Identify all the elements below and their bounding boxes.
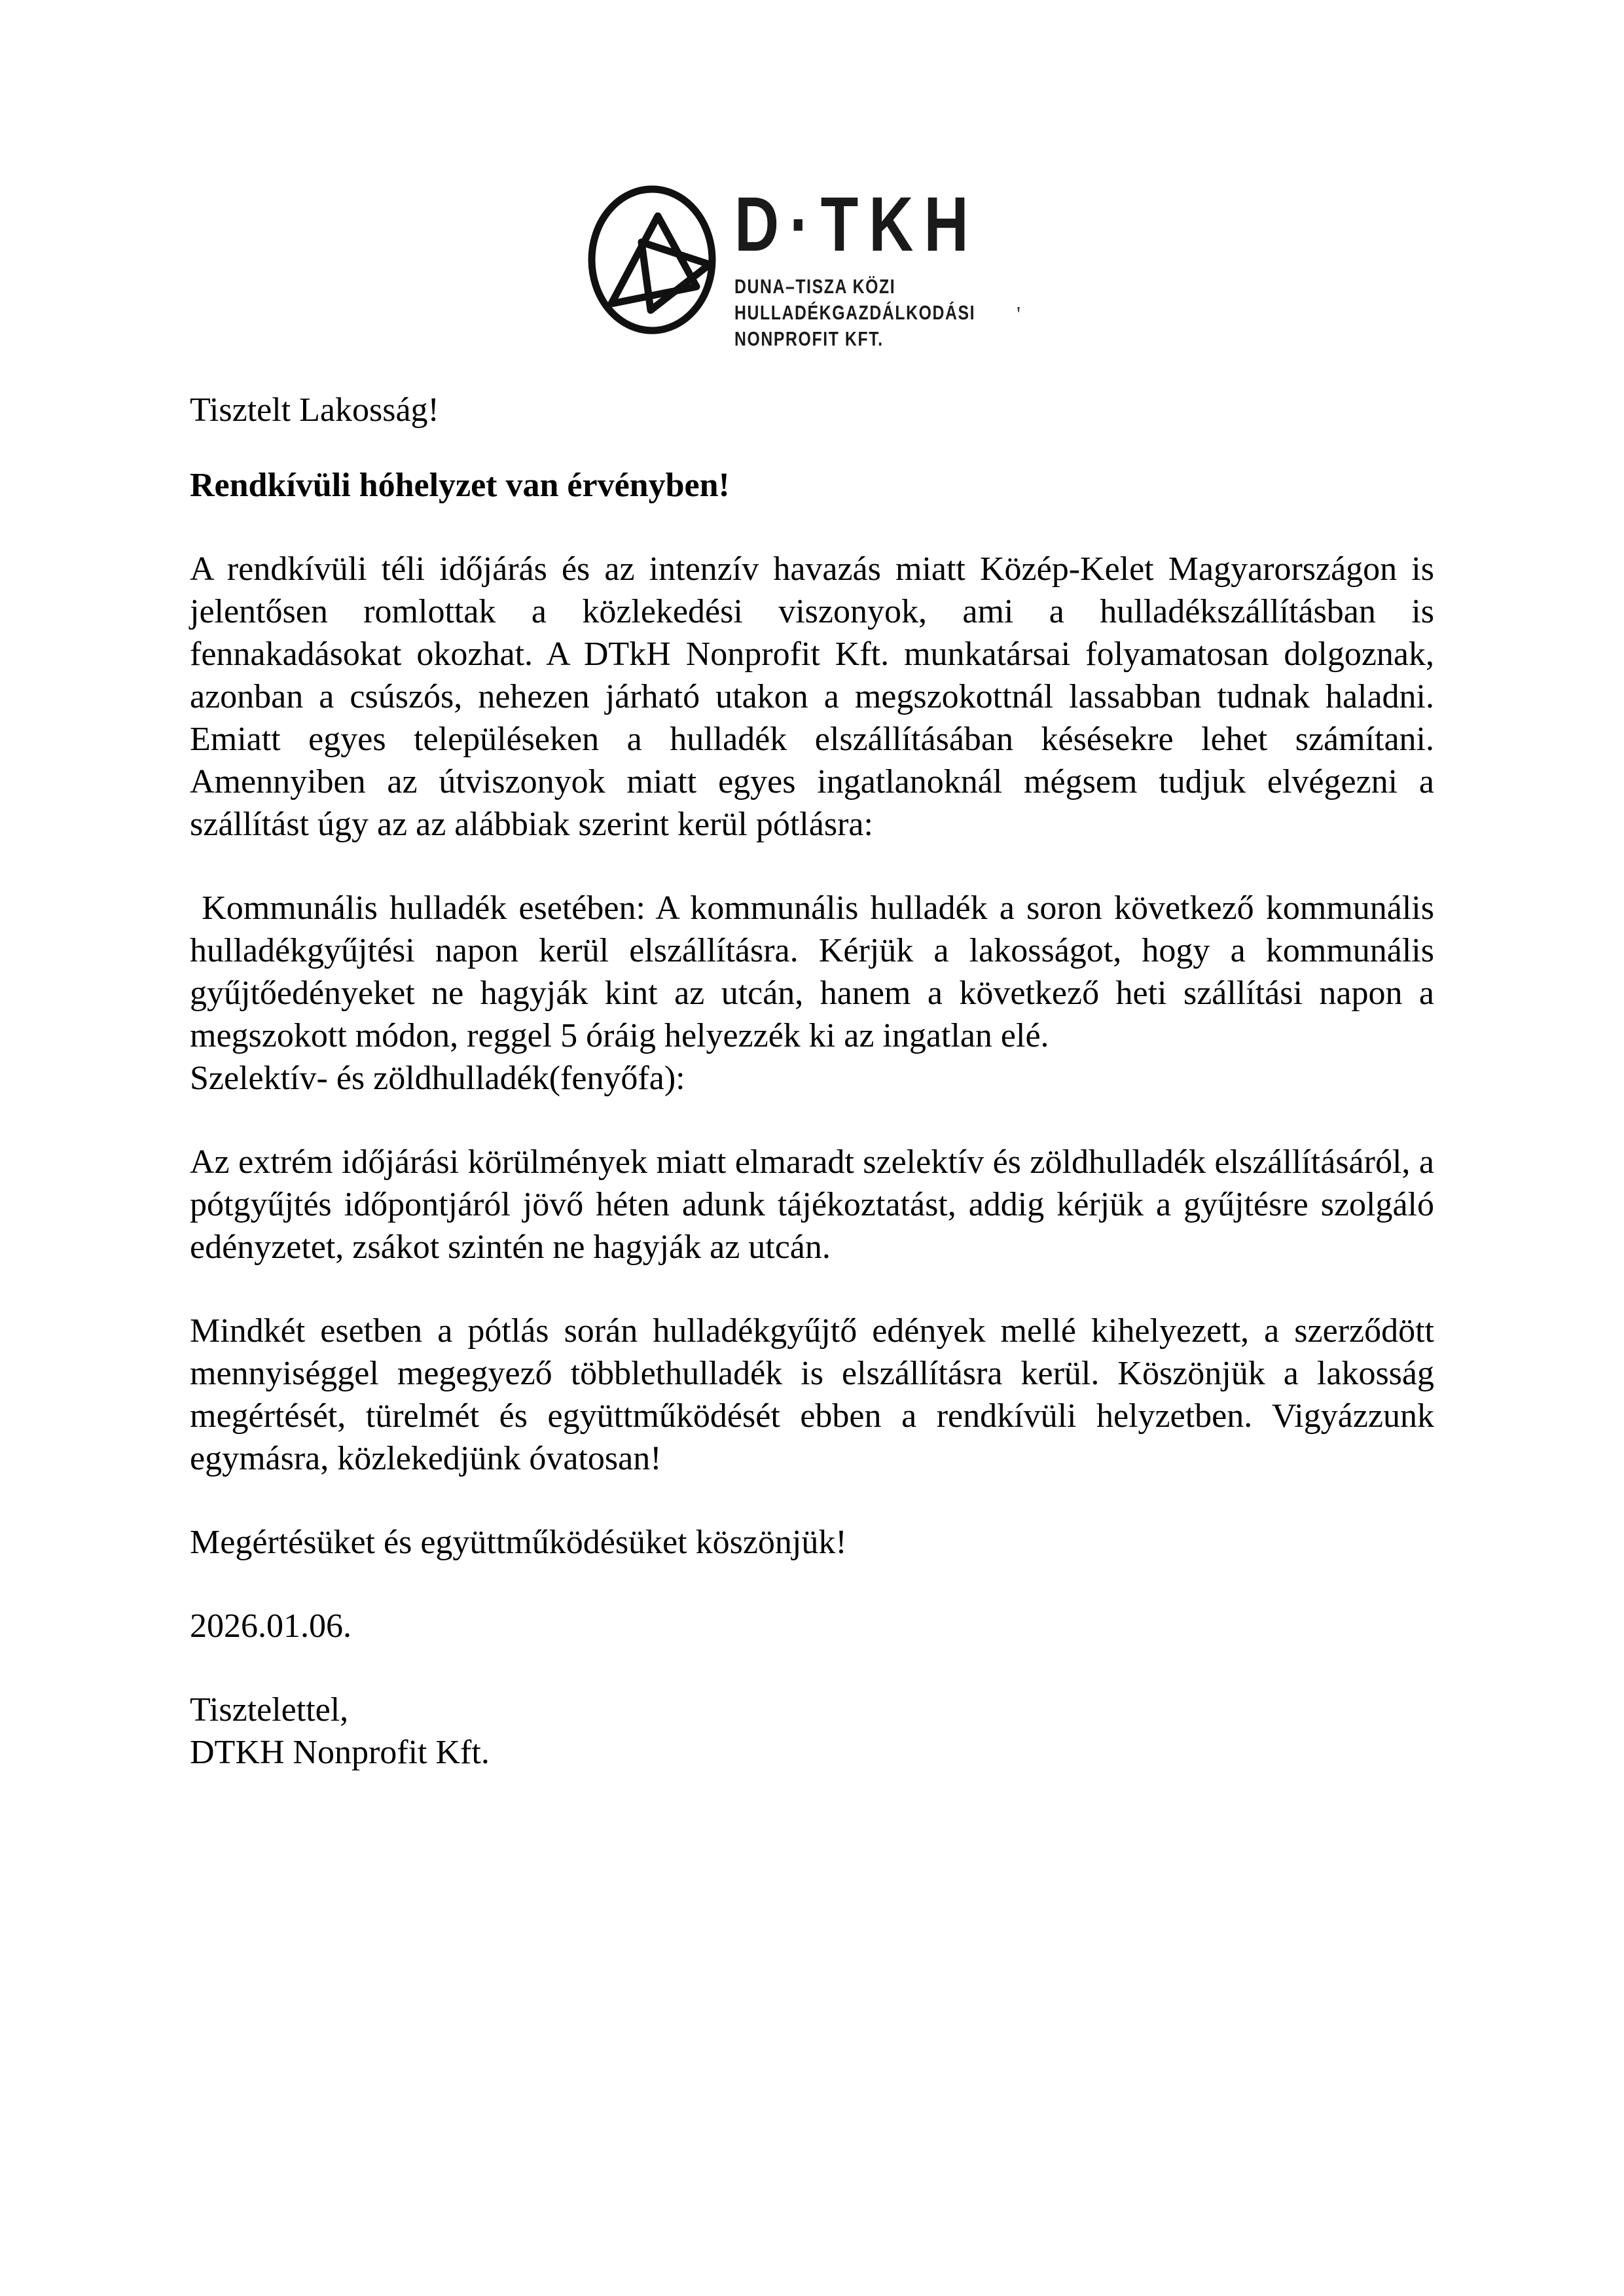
logo-subtitle-line-3: NONPROFIT KFT. bbox=[734, 327, 884, 350]
signoff: Tisztelettel, bbox=[190, 1691, 349, 1729]
date: 2026.01.06. bbox=[190, 1607, 352, 1645]
recycling-triangles-icon bbox=[584, 182, 720, 338]
letter-body bbox=[190, 389, 1443, 1774]
logo-subtitle bbox=[734, 274, 979, 352]
paragraph-communal-waste: Kommunális hulladék esetében: A kommunális hulladék a soron következő kommunális hulladékgyűjtési napon kerül elszállításra. Kérjük a lakosságot, hogy a kommunális gyűjtőedényeket ne hagyják kint az utcán, hanem a következő heti szállítási napon a megszokott módon, reggel 5 óráig helyezzék ki az ingatlan elé. bbox=[190, 889, 1443, 1054]
salutation: Tisztelt Lakosság! bbox=[190, 391, 439, 429]
logo-acronym: D·TKH bbox=[734, 181, 979, 268]
paragraph-intro: A rendkívüli téli időjárás és az intenzív havazás miatt Közép-Kelet Magyarországon is jelentősen romlottak a közlekedési viszonyok, ami a hulladékszállításban is fennakadásokat okozhat. A DTkH Nonprofit Kft. munkatársai folyamatosan dolgoznak, azonban a csúszós, nehezen járható utakon a megszokottnál lassabban tudnak haladni. Emiatt egyes településeken a hulladék elszállításában késésekre lehet számítani. Amennyiben az útviszonyok miatt egyes ingatlanoknál mégsem tudjuk elvégezni a szállítást úgy az az alábbiak szerint kerül pótlásra: bbox=[190, 550, 1443, 843]
signature: DTKH Nonprofit Kft. bbox=[190, 1734, 490, 1771]
logo-subtitle-line-2: HULLADÉKGAZDÁLKODÁSI bbox=[734, 301, 976, 324]
closing-thanks: Megértésüket és együttműködésüket köszönjük! bbox=[190, 1524, 847, 1561]
logo-subtitle-line-1: DUNA–TISZA KÖZI bbox=[734, 275, 896, 298]
signature-block bbox=[190, 1689, 1434, 1774]
logo-text bbox=[734, 182, 979, 352]
headline: Rendkívüli hóhelyzet van érvényben! bbox=[190, 467, 730, 504]
paragraph-selective-greenwaste: Az extrém időjárási körülmények miatt elmaradt szelektív és zöldhulladék elszállításáról, a pótgyűjtés időpontjáról jövő héten adunk tájékoztatást, addig kérjük a gyűjtésre szolgáló edényzetet, zsákot szintén ne hagyják az utcán. bbox=[190, 1143, 1443, 1266]
paragraph-selective-label: Szelektív- és zöldhulladék(fenyőfa): bbox=[190, 1060, 685, 1097]
stray-ink-mark: ' bbox=[1017, 302, 1021, 327]
paragraph-both-cases: Mindkét esetben a pótlás során hulladékgyűjtő edények mellé kihelyezett, a szerződött mennyiséggel megegyező többlethulladék is elszállításra kerül. Köszönjük a lakosság megértését, türelmét és együttműködését ebben a rendkívüli helyzetben. Vigyázzunk egymásra, közlekedjünk óvatosan! bbox=[190, 1312, 1443, 1477]
company-logo bbox=[0, 182, 1624, 352]
